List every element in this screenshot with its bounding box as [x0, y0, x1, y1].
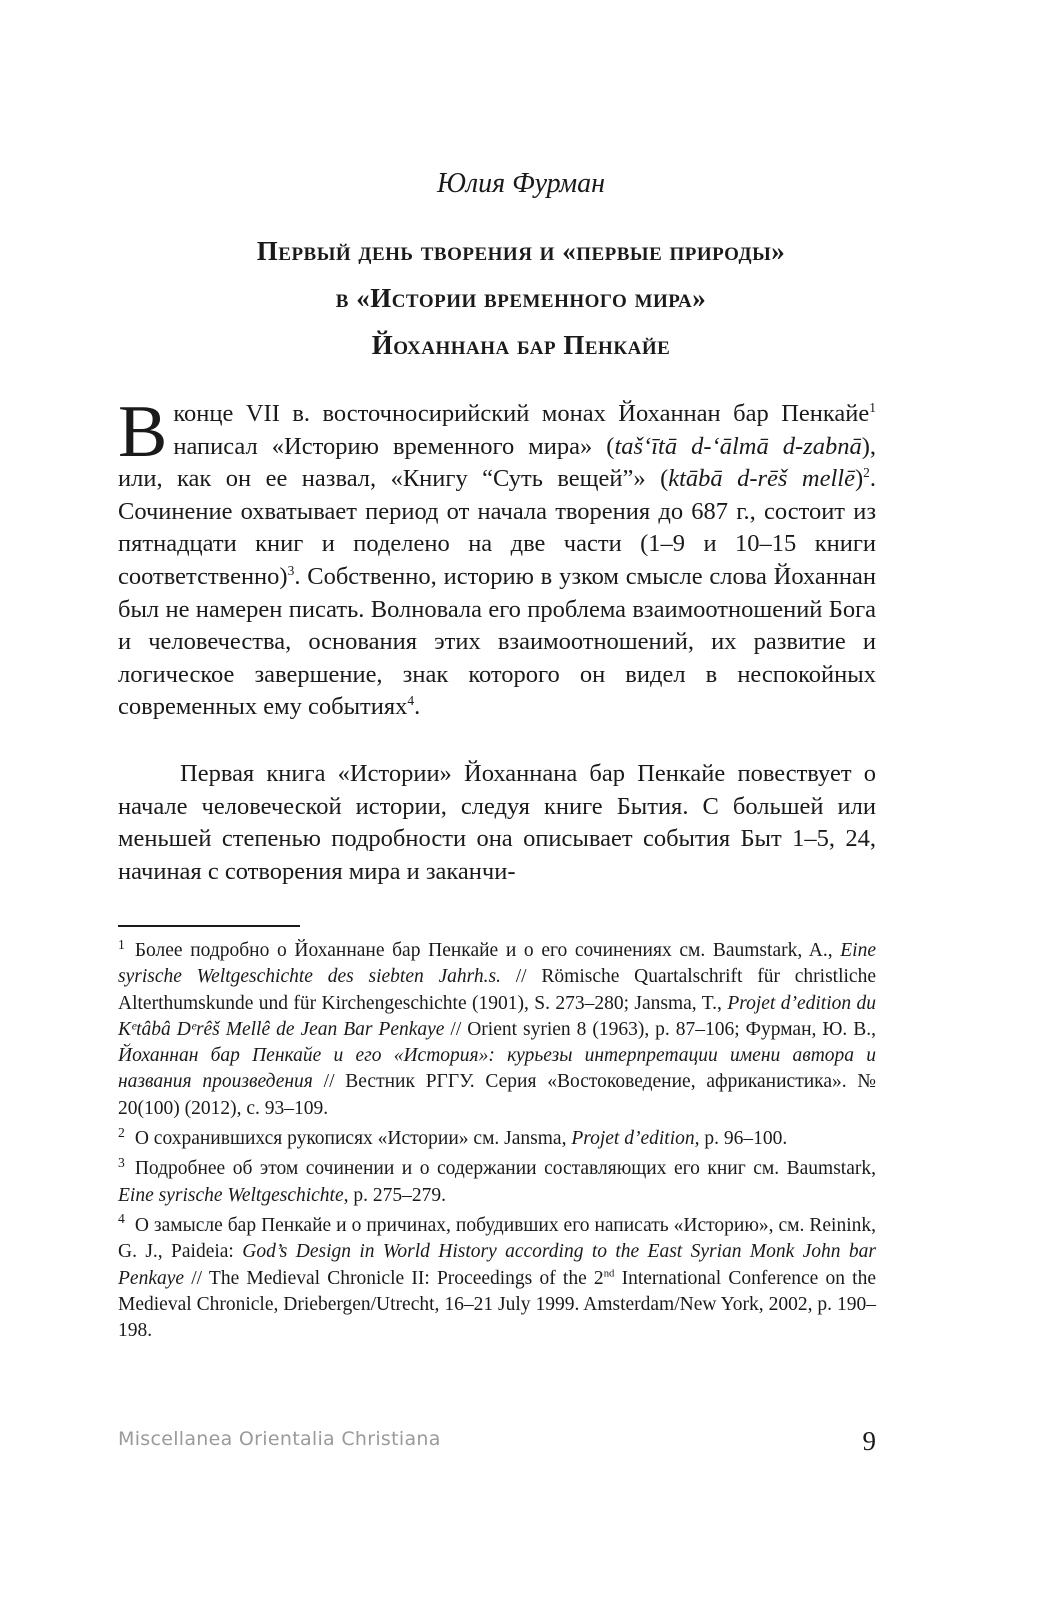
footnote-text: // Römische Quartalschrift für christliche Alterthumskunde und für Kirchengeschichte (1901), S. 273–280; Jansma, T., [118, 966, 876, 1014]
text-run: написал «Историю временного мира» ( [173, 432, 615, 460]
footnote-italic: God’s Design in World History according to the East Syrian Monk John bar Penkaye [118, 1241, 877, 1289]
article-title [110, 228, 932, 369]
footnote-1 [118, 938, 876, 1122]
footnote-ref-1[interactable]: 1 [869, 399, 876, 415]
paragraph-1 [118, 391, 877, 724]
footnote-text: О замысле бар Пенкайе и о причинах, побудивших его написать «Историю», см. Reinink, G. J., Paideia: [118, 1214, 876, 1263]
footnote-text: // The Medieval Chronicle II: Proceedings of the 2 [184, 1267, 604, 1289]
footnote-2 [118, 1126, 876, 1152]
footnote-ref-3[interactable]: 3 [287, 562, 295, 578]
title-line-1: Первый день творения и «первые природы» [256, 236, 786, 266]
drop-cap: В [118, 391, 168, 473]
footnote-text: О сохранившихся рукописях «Истории» см. Jansma, [134, 1128, 572, 1150]
footnote-number: 3 [118, 1154, 125, 1170]
footnote-text: , p. 275–279. [343, 1184, 446, 1206]
footnote-3 [118, 1156, 876, 1209]
footnote-italic: Projet d’edition du Kᵉtâbâ Dᵉrêš Mellê de Jean Bar Penkaye [118, 992, 876, 1040]
page-number: 9 [862, 1426, 876, 1456]
footnote-text: Подробнее об этом сочинении и о содержании составляющих его книг см. Baumstark, [134, 1158, 876, 1180]
footnote-italic: Йоханнан бар Пенкайе и его «История»: курьезы интерпретации имени автора и названия произведения [118, 1045, 876, 1093]
author-name: Юлия Фурман [436, 168, 606, 199]
footnote-number: 1 [118, 936, 125, 952]
title-line-2: в «Истории временного мира» [335, 283, 707, 313]
footnote-italic: Eine syrische Weltgeschichte [118, 1184, 344, 1206]
ordinal-suffix: nd [603, 1267, 615, 1280]
text-run: . Сочинение охватывает период от начала творения до 687 г., состоит из пятнадцати книг и поделено на две части (1–9 и 10–15 книги соответственно) [118, 465, 877, 590]
footnotes [118, 938, 876, 1348]
footnote-number: 4 [118, 1211, 125, 1227]
text-run: ) [854, 465, 864, 493]
text-run: ), или, как он ее назвал, «Книгу “Суть вещей”» ( [118, 432, 877, 493]
footnote-ref-2[interactable]: 2 [863, 465, 870, 481]
footnote-text: // Orient syrien 8 (1963), p. 87–106; Фурман, Ю. В., [444, 1018, 876, 1040]
footnote-ref-4[interactable]: 4 [407, 693, 415, 709]
syriac-title-2: ktābā d-rēš mellē [668, 465, 855, 493]
footnote-text: // Вестник РГГУ. Серия «Востоковедение, африканистика». № 20(100) (2012), с. 93–109. [118, 1071, 877, 1119]
text-run: конце VII в. восточносирийский монах Йоханнан бар Пенкайе [173, 400, 870, 427]
footnote-separator [118, 925, 300, 927]
title-line-3: Йоханнана бар Пенкайе [371, 330, 671, 360]
text-run: . Собственно, историю в узком смысле слова Йоханнан был не намерен писать. Волновала его проблема взаимоотношений Бога и человечества, основания этих взаимоотношений, их развитие и логическое завершение, знак которого он видел в неспокойных современных ему событиях [118, 562, 876, 721]
journal-name: Miscellanea Orientalia Christiana [118, 1428, 441, 1450]
footnote-italic: Projet d’edition, [571, 1128, 700, 1150]
footnote-number: 2 [118, 1124, 125, 1140]
syriac-title: taš‘ītā d-‘ālmā d-zabnā [614, 432, 862, 460]
footnote-text: Более подробно о Йоханнане бар Пенкайе и о его сочинениях см. Baumstark, A., [134, 940, 841, 961]
paragraph-2: Первая книга «Истории» Йоханнана бар Пенкайе повествует о начале человеческой истории, следуя книге Бытия. С большей или меньшей степенью подробности она описывает события Быт 1–5, 24, начиная с сотворения мира и заканчи- [118, 760, 876, 885]
footnote-italic: Eine syrische Weltgeschichte des siebten Jahrh.s. [118, 940, 876, 988]
footnote-text: International Conference on the Medieval Chronicle, Driebergen/Utrecht, 16–21 July 1999. Amsterdam/New York, 2002, p. 190–198. [118, 1267, 876, 1342]
footnote-4 [118, 1213, 876, 1344]
text-run: . [414, 693, 421, 721]
footnote-text: p. 96–100. [699, 1128, 788, 1150]
